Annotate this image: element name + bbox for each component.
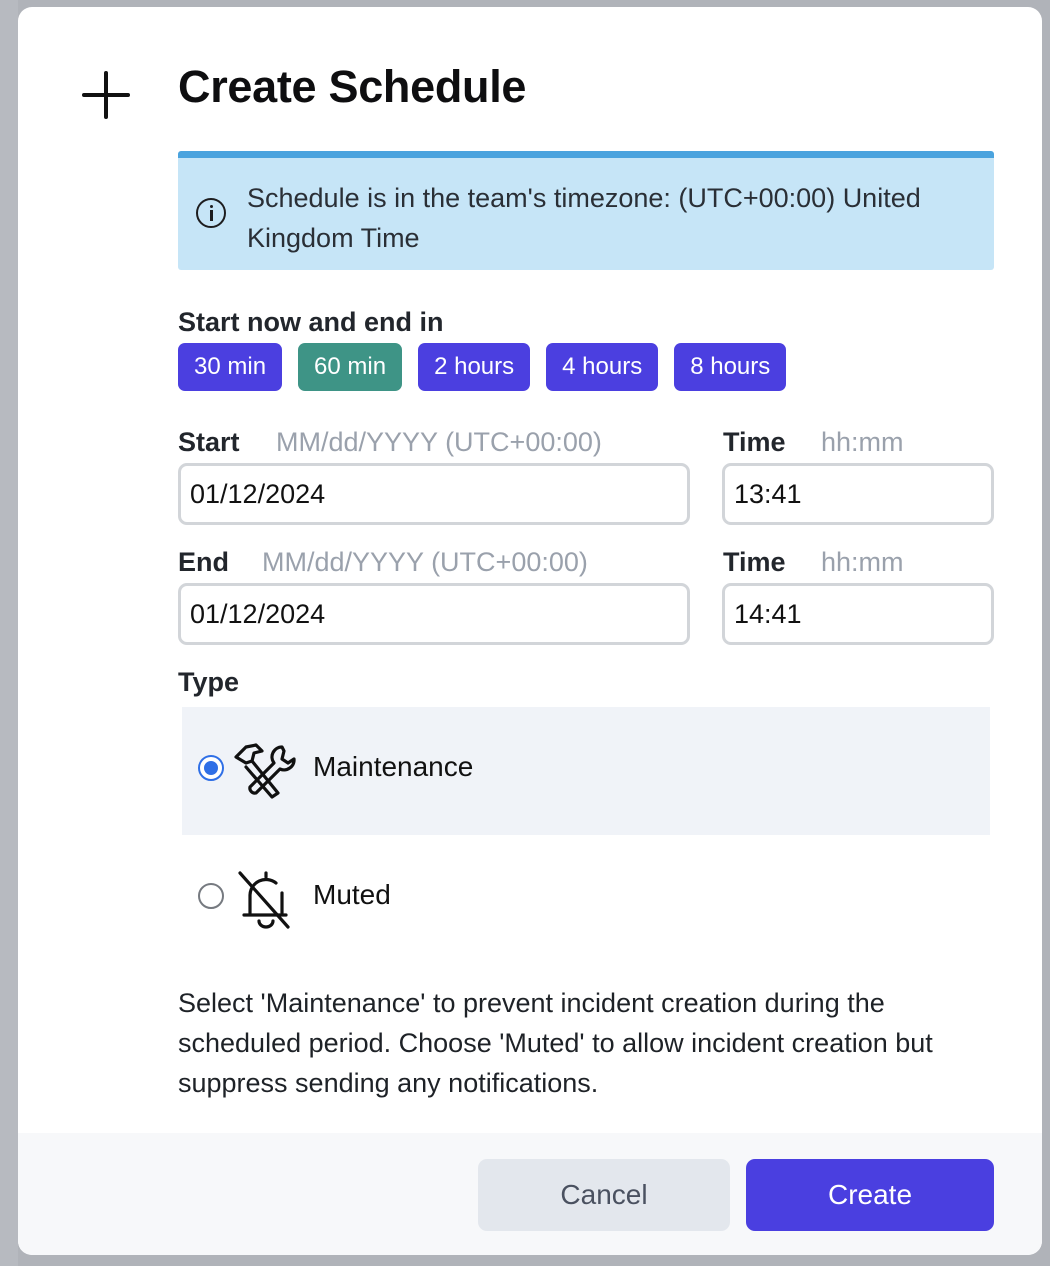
duration-60-min-button[interactable]: 60 min	[298, 343, 402, 391]
duration-4-hours-button[interactable]: 4 hours	[546, 343, 658, 391]
timezone-info-text: Schedule is in the team's timezone: (UTC+00:00) United Kingdom Time	[247, 183, 921, 253]
muted-label: Muted	[313, 879, 391, 910]
end-time-label: Time	[723, 547, 786, 577]
maintenance-label: Maintenance	[313, 751, 474, 782]
maintenance-radio[interactable]	[198, 755, 224, 781]
end-time-input[interactable]	[722, 583, 994, 645]
type-option-muted[interactable]	[182, 835, 990, 963]
background-page-edge	[0, 0, 18, 1266]
modal-title: Create Schedule	[178, 61, 527, 112]
type-option-maintenance[interactable]	[182, 707, 990, 835]
end-time-hint: hh:mm	[821, 547, 904, 577]
start-date-label: Start	[178, 427, 240, 457]
end-date-hint: MM/dd/YYYY (UTC+00:00)	[262, 547, 588, 577]
tools-icon	[232, 741, 298, 801]
quick-duration-label: Start now and end in	[178, 307, 444, 337]
quick-duration-options	[178, 343, 786, 391]
bell-off-icon	[232, 869, 298, 929]
duration-2-hours-button[interactable]: 2 hours	[418, 343, 530, 391]
start-time-input[interactable]	[722, 463, 994, 525]
create-button[interactable]: Create	[746, 1159, 994, 1231]
duration-30-min-button[interactable]: 30 min	[178, 343, 282, 391]
duration-8-hours-button[interactable]: 8 hours	[674, 343, 786, 391]
start-date-hint: MM/dd/YYYY (UTC+00:00)	[276, 427, 602, 457]
start-time-hint: hh:mm	[821, 427, 904, 457]
end-date-label: End	[178, 547, 229, 577]
info-icon	[196, 198, 226, 228]
type-label: Type	[178, 667, 240, 697]
modal-footer	[18, 1133, 1042, 1255]
start-date-input[interactable]	[178, 463, 690, 525]
muted-radio[interactable]	[198, 883, 224, 909]
end-date-input[interactable]	[178, 583, 690, 645]
plus-icon	[80, 69, 132, 121]
start-time-label: Time	[723, 427, 786, 457]
cancel-button[interactable]: Cancel	[478, 1159, 730, 1231]
create-schedule-modal	[18, 7, 1042, 1255]
type-help-text: Select 'Maintenance' to prevent incident creation during the scheduled period. Choose 'Muted' to allow incident creation but suppress sending any notifications.	[178, 988, 933, 1098]
timezone-info-banner	[178, 151, 994, 270]
